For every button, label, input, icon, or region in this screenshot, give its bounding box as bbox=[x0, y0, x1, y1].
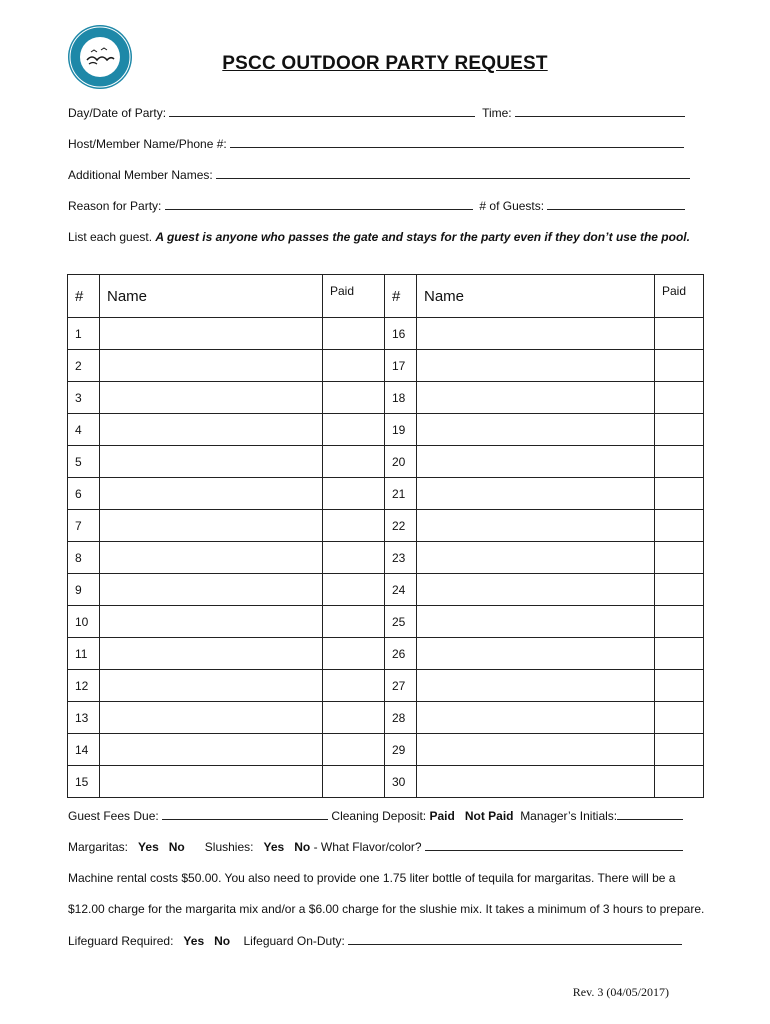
instruction-plain: List each guest. bbox=[68, 230, 153, 244]
guest-table-body bbox=[68, 318, 704, 798]
slushies-no[interactable]: No bbox=[294, 840, 311, 854]
guest-name-cell[interactable] bbox=[417, 318, 655, 350]
drinks-row bbox=[68, 839, 683, 854]
guest-name-cell[interactable] bbox=[100, 446, 323, 478]
guest-paid-cell[interactable] bbox=[323, 446, 385, 478]
table-row bbox=[68, 510, 704, 542]
additional-field[interactable] bbox=[216, 167, 690, 179]
guest-number: 15 bbox=[68, 766, 100, 798]
guest-name-cell[interactable] bbox=[100, 606, 323, 638]
guest-name-cell[interactable] bbox=[100, 414, 323, 446]
guest-paid-cell[interactable] bbox=[655, 670, 704, 702]
guest-paid-cell[interactable] bbox=[655, 382, 704, 414]
day-date-row bbox=[68, 105, 685, 120]
guest-name-cell[interactable] bbox=[100, 766, 323, 798]
guest-name-cell[interactable] bbox=[417, 414, 655, 446]
guest-number: 4 bbox=[68, 414, 100, 446]
guest-paid-cell[interactable] bbox=[323, 350, 385, 382]
flavor-label: - What Flavor/color? bbox=[313, 840, 422, 854]
guest-number: 18 bbox=[385, 382, 417, 414]
guest-number: 26 bbox=[385, 638, 417, 670]
guest-name-cell[interactable] bbox=[417, 574, 655, 606]
table-row bbox=[68, 318, 704, 350]
lifeguard-row bbox=[68, 933, 682, 948]
instruction-row bbox=[68, 230, 690, 244]
additional-label: Additional Member Names: bbox=[68, 168, 213, 182]
fees-row bbox=[68, 808, 683, 823]
guest-paid-cell[interactable] bbox=[655, 318, 704, 350]
margaritas-label: Margaritas: bbox=[68, 840, 129, 854]
guest-paid-cell[interactable] bbox=[655, 702, 704, 734]
managers-initials-field[interactable] bbox=[617, 808, 683, 820]
guest-paid-cell[interactable] bbox=[323, 542, 385, 574]
instruction-bold: A guest is anyone who passes the gate and stays for the party even if they don’t use the pool. bbox=[155, 230, 690, 244]
revision-note: Rev. 3 (04/05/2017) bbox=[572, 985, 669, 999]
guest-number: 17 bbox=[385, 350, 417, 382]
guest-paid-cell[interactable] bbox=[655, 574, 704, 606]
margaritas-no[interactable]: No bbox=[168, 840, 185, 854]
paid-option[interactable]: Paid bbox=[429, 809, 455, 823]
guest-name-cell[interactable] bbox=[417, 350, 655, 382]
flavor-field[interactable] bbox=[425, 839, 683, 851]
guest-paid-cell[interactable] bbox=[655, 542, 704, 574]
guest-name-cell[interactable] bbox=[417, 734, 655, 766]
table-row bbox=[68, 638, 704, 670]
table-row bbox=[68, 766, 704, 798]
guest-name-cell[interactable] bbox=[100, 542, 323, 574]
guest-number: 6 bbox=[68, 478, 100, 510]
guest-name-cell[interactable] bbox=[100, 478, 323, 510]
guest-number: 27 bbox=[385, 670, 417, 702]
guest-table bbox=[67, 274, 704, 798]
guest-paid-cell[interactable] bbox=[323, 702, 385, 734]
guest-paid-cell[interactable] bbox=[323, 638, 385, 670]
guest-number: 20 bbox=[385, 446, 417, 478]
host-label: Host/Member Name/Phone #: bbox=[68, 137, 227, 151]
reason-label: Reason for Party: bbox=[68, 199, 162, 213]
guest-name-cell[interactable] bbox=[417, 510, 655, 542]
guest-name-cell[interactable] bbox=[417, 638, 655, 670]
guest-name-cell[interactable] bbox=[100, 574, 323, 606]
guest-number: 28 bbox=[385, 702, 417, 734]
table-row bbox=[68, 446, 704, 478]
day-date-field[interactable] bbox=[169, 105, 475, 117]
table-row bbox=[68, 702, 704, 734]
time-field[interactable] bbox=[515, 105, 685, 117]
lifeguard-required-label: Lifeguard Required: bbox=[68, 934, 174, 948]
guest-paid-cell[interactable] bbox=[655, 446, 704, 478]
paid-header: Paid bbox=[655, 275, 704, 318]
table-row bbox=[68, 478, 704, 510]
page-title: PSCC OUTDOOR PARTY REQUEST bbox=[222, 53, 548, 74]
guest-number: 7 bbox=[68, 510, 100, 542]
guest-number: 21 bbox=[385, 478, 417, 510]
guest-number: 14 bbox=[68, 734, 100, 766]
table-row bbox=[68, 670, 704, 702]
guest-number: 11 bbox=[68, 638, 100, 670]
guest-number: 24 bbox=[385, 574, 417, 606]
guest-name-cell[interactable] bbox=[100, 638, 323, 670]
guest-name-cell[interactable] bbox=[417, 670, 655, 702]
lifeguard-yes[interactable]: Yes bbox=[183, 934, 205, 948]
margaritas-yes[interactable]: Yes bbox=[138, 840, 159, 854]
host-field[interactable] bbox=[230, 136, 684, 148]
name-header: Name bbox=[100, 275, 323, 318]
num-header: # bbox=[68, 275, 100, 318]
managers-initials-label: Manager’s Initials: bbox=[520, 809, 618, 823]
lifeguard-no[interactable]: No bbox=[214, 934, 231, 948]
table-row bbox=[68, 350, 704, 382]
table-header-row bbox=[68, 275, 704, 318]
guest-paid-cell[interactable] bbox=[323, 574, 385, 606]
guest-number: 10 bbox=[68, 606, 100, 638]
num-header: # bbox=[385, 275, 417, 318]
guest-name-cell[interactable] bbox=[417, 606, 655, 638]
guest-paid-cell[interactable] bbox=[655, 510, 704, 542]
guest-paid-cell[interactable] bbox=[655, 478, 704, 510]
reason-field[interactable] bbox=[165, 198, 473, 210]
guest-number: 3 bbox=[68, 382, 100, 414]
guest-paid-cell[interactable] bbox=[323, 766, 385, 798]
guest-fees-label: Guest Fees Due: bbox=[68, 809, 159, 823]
cleaning-deposit-label: Cleaning Deposit: bbox=[331, 809, 427, 823]
not-paid-option[interactable]: Not Paid bbox=[464, 809, 514, 823]
slushies-label: Slushies: bbox=[204, 840, 254, 854]
guest-number: 1 bbox=[68, 318, 100, 350]
guest-paid-cell[interactable] bbox=[655, 734, 704, 766]
guest-paid-cell[interactable] bbox=[655, 606, 704, 638]
day-date-label: Day/Date of Party: bbox=[68, 106, 167, 120]
guest-paid-cell[interactable] bbox=[655, 638, 704, 670]
guest-number: 30 bbox=[385, 766, 417, 798]
guest-name-cell[interactable] bbox=[100, 670, 323, 702]
guest-name-cell[interactable] bbox=[100, 702, 323, 734]
guest-paid-cell[interactable] bbox=[323, 318, 385, 350]
paid-header: Paid bbox=[323, 275, 385, 318]
guest-number: 8 bbox=[68, 542, 100, 574]
guest-number: 16 bbox=[385, 318, 417, 350]
guest-paid-cell[interactable] bbox=[323, 478, 385, 510]
guest-number: 23 bbox=[385, 542, 417, 574]
table-row bbox=[68, 574, 704, 606]
guest-paid-cell[interactable] bbox=[323, 414, 385, 446]
machine-line-2: $12.00 charge for the margarita mix and/or a $6.00 charge for the slushie mix. It takes a minimum of 3 hours to prepare. bbox=[68, 902, 705, 916]
slushies-yes[interactable]: Yes bbox=[263, 840, 285, 854]
machine-line-1: Machine rental costs $50.00. You also need to provide one 1.75 liter bottle of tequila for margaritas. There will be a bbox=[68, 871, 676, 885]
guest-paid-cell[interactable] bbox=[323, 382, 385, 414]
guests-count-label: # of Guests: bbox=[479, 199, 545, 213]
guest-number: 25 bbox=[385, 606, 417, 638]
guest-paid-cell[interactable] bbox=[655, 350, 704, 382]
guest-name-cell[interactable] bbox=[417, 478, 655, 510]
guest-name-cell[interactable] bbox=[100, 318, 323, 350]
guest-name-cell[interactable] bbox=[100, 382, 323, 414]
guest-paid-cell[interactable] bbox=[655, 766, 704, 798]
guest-number: 29 bbox=[385, 734, 417, 766]
guest-fees-field[interactable] bbox=[162, 808, 328, 820]
guest-number: 12 bbox=[68, 670, 100, 702]
guest-name-cell[interactable] bbox=[100, 350, 323, 382]
guest-name-cell[interactable] bbox=[417, 766, 655, 798]
guest-name-cell[interactable] bbox=[417, 702, 655, 734]
table-row bbox=[68, 414, 704, 446]
name-header: Name bbox=[417, 275, 655, 318]
guest-paid-cell[interactable] bbox=[323, 510, 385, 542]
table-row bbox=[68, 542, 704, 574]
guest-paid-cell[interactable] bbox=[323, 670, 385, 702]
guest-number: 22 bbox=[385, 510, 417, 542]
additional-row bbox=[68, 167, 690, 182]
guest-paid-cell[interactable] bbox=[323, 734, 385, 766]
guest-name-cell[interactable] bbox=[417, 542, 655, 574]
guest-name-cell[interactable] bbox=[100, 510, 323, 542]
guest-name-cell[interactable] bbox=[417, 446, 655, 478]
guests-count-field[interactable] bbox=[547, 198, 685, 210]
guest-number: 9 bbox=[68, 574, 100, 606]
lifeguard-onduty-label: Lifeguard On-Duty: bbox=[243, 934, 345, 948]
host-row bbox=[68, 136, 684, 151]
guest-number: 2 bbox=[68, 350, 100, 382]
guest-name-cell[interactable] bbox=[100, 734, 323, 766]
table-row bbox=[68, 734, 704, 766]
guest-paid-cell[interactable] bbox=[323, 606, 385, 638]
guest-number: 19 bbox=[385, 414, 417, 446]
guest-paid-cell[interactable] bbox=[655, 414, 704, 446]
guest-name-cell[interactable] bbox=[417, 382, 655, 414]
table-row bbox=[68, 606, 704, 638]
guest-number: 13 bbox=[68, 702, 100, 734]
lifeguard-onduty-field[interactable] bbox=[348, 933, 682, 945]
reason-row bbox=[68, 198, 685, 213]
guest-number: 5 bbox=[68, 446, 100, 478]
table-row bbox=[68, 382, 704, 414]
time-label: Time: bbox=[482, 106, 512, 120]
